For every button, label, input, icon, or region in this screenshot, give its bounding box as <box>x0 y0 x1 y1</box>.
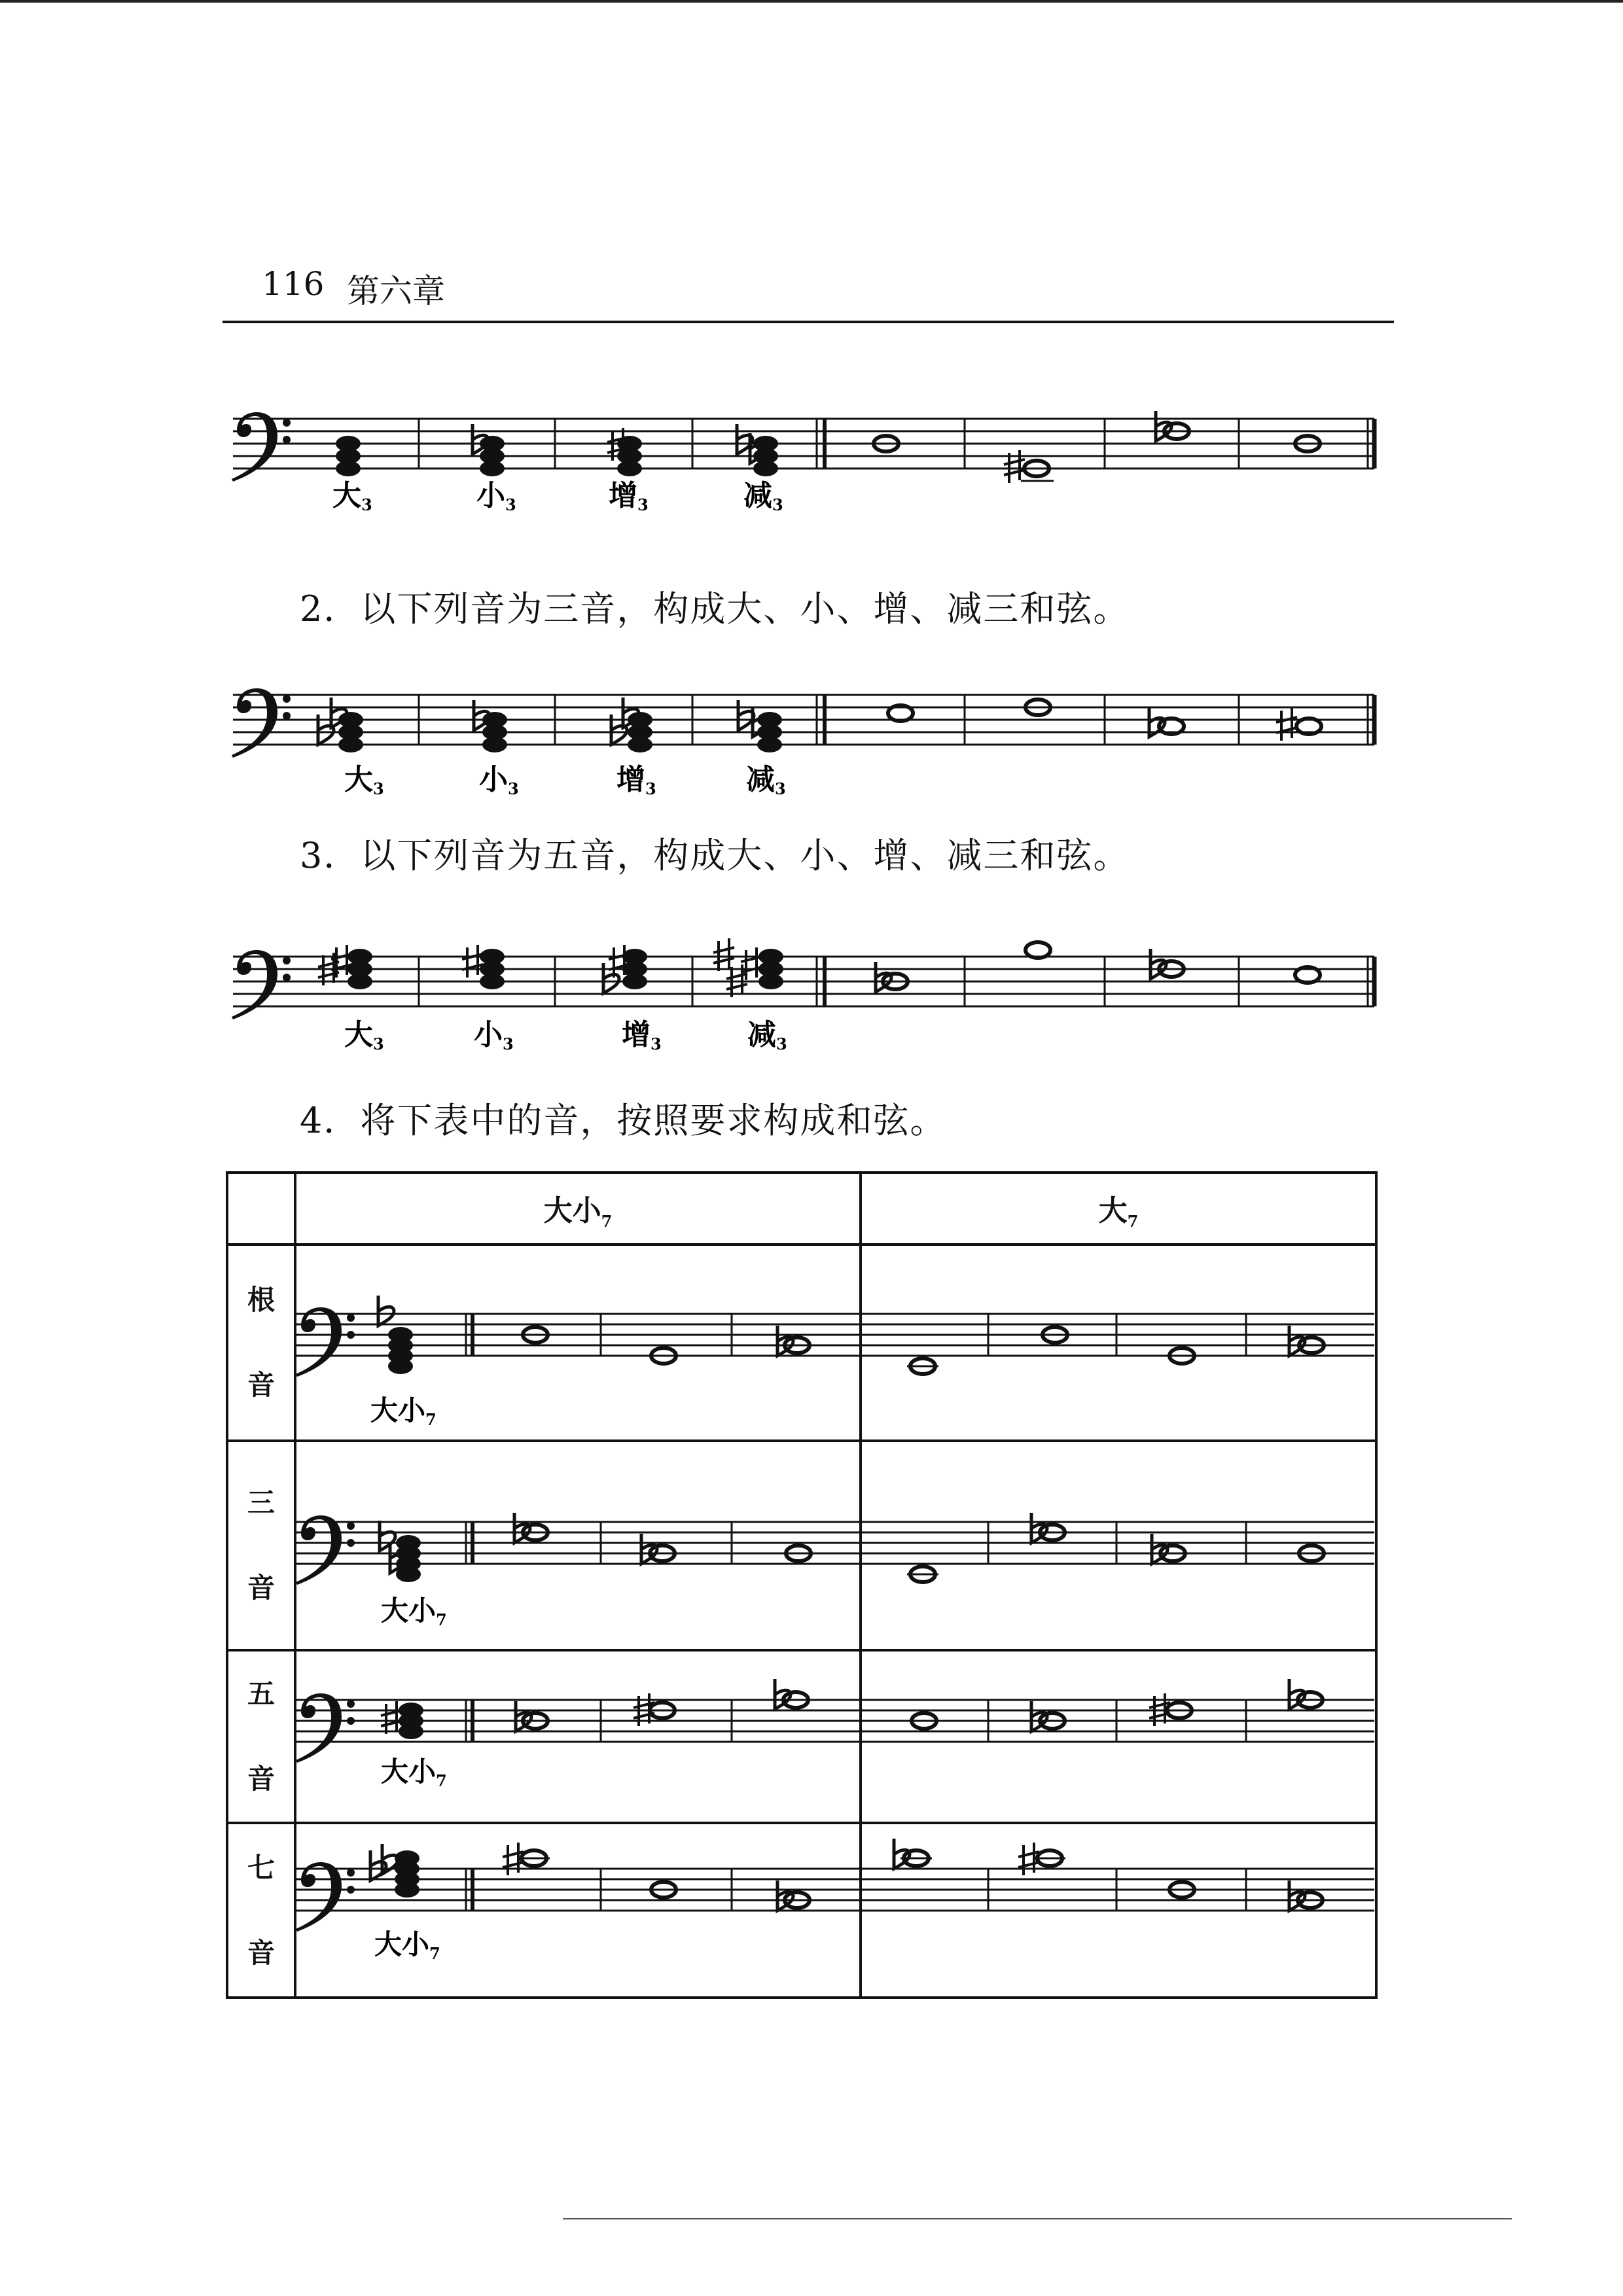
row-header-root: 根 音 <box>227 1245 295 1441</box>
svg-text:大3: 大3 <box>332 479 372 514</box>
scan-top-edge <box>0 0 1623 3</box>
chord-labels-3 <box>344 1018 787 1053</box>
staff-2 <box>232 688 1374 798</box>
exercise-3-text: 3．以下列音为五音，构成大、小、增、减三和弦。 <box>300 835 1130 876</box>
svg-text:小3: 小3 <box>479 763 519 798</box>
table-staff-fifth <box>296 1679 1374 1790</box>
svg-text:大小7: 大小7 <box>381 1595 447 1629</box>
exercise-2-text: 2．以下列音为三音，构成大、小、增、减三和弦。 <box>300 588 1130 629</box>
chapter-title: 第六章 <box>347 272 445 310</box>
row-header-third: 三 音 <box>227 1441 295 1650</box>
chord-10 <box>462 945 505 989</box>
svg-text:增3: 增3 <box>622 1018 662 1053</box>
svg-text:增3: 增3 <box>616 763 656 798</box>
svg-text:减3: 减3 <box>743 479 783 514</box>
scan-artifact-line <box>563 2218 1512 2219</box>
chord-11 <box>603 945 647 993</box>
svg-text:大小7: 大小7 <box>370 1394 437 1429</box>
staff-1 <box>232 411 1374 514</box>
chord-9 <box>318 945 372 989</box>
chord-labels-1 <box>332 479 783 514</box>
svg-text:大3: 大3 <box>344 763 384 798</box>
svg-text:大3: 大3 <box>344 1018 384 1053</box>
col-header-major-7: 大$_7$ <box>861 1173 1376 1245</box>
svg-text:小3: 小3 <box>474 1018 514 1053</box>
example-chord-third <box>380 1521 421 1582</box>
bass-clef-icon <box>232 412 291 482</box>
svg-text:减3: 减3 <box>746 763 786 798</box>
svg-text:大小7: 大小7 <box>374 1928 440 1963</box>
svg-text:减3: 减3 <box>747 1018 787 1053</box>
chord-labels-2 <box>344 763 786 798</box>
example-chord-fifth <box>381 1701 423 1739</box>
row-header-fifth: 五 音 <box>227 1650 295 1823</box>
svg-text:小3: 小3 <box>476 479 516 514</box>
staff-3 <box>232 938 1374 1053</box>
chord-12 <box>713 938 783 997</box>
row-header-seventh: 七 音 <box>227 1823 295 1998</box>
table-staff-root <box>296 1296 1374 1429</box>
svg-text:增3: 增3 <box>609 479 649 514</box>
given-notes <box>874 411 1320 483</box>
given-notes-3 <box>876 942 1320 992</box>
table-staff-third <box>296 1513 1374 1629</box>
chord-1 <box>336 436 361 476</box>
exercise-4-text: 4．将下表中的音，按照要求构成和弦。 <box>300 1100 947 1141</box>
table-staff-seventh <box>296 1839 1374 1963</box>
page-number: 116 <box>262 265 325 303</box>
svg-text:大小7: 大小7 <box>381 1756 447 1790</box>
col-header-major-minor-7: 大小$_7$ <box>295 1173 861 1245</box>
